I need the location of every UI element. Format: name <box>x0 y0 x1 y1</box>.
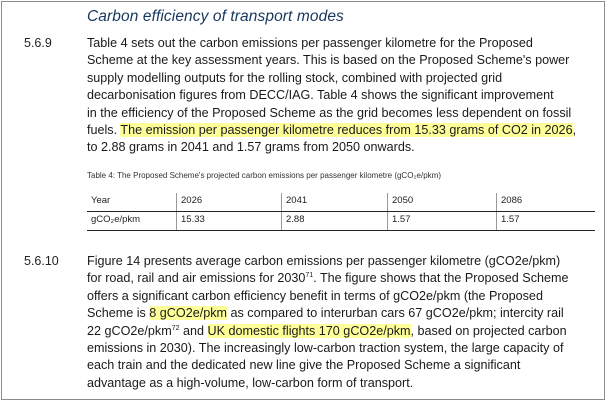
paragraph-line: Figure 14 presents average carbon emissions per passenger kilometre (gCO2e/pkm) <box>87 254 561 268</box>
highlighted-text: UK domestic flights 170 gCO2e/pkm <box>207 323 411 338</box>
text-run: for road, rail and air emissions for 2030 <box>87 271 306 286</box>
document-page <box>1 1 605 400</box>
text-run: Scheme is <box>87 306 150 321</box>
paragraph-number-5610: 5.6.10 <box>24 254 59 268</box>
table-cell: 15.33 <box>177 212 282 231</box>
paragraph-line: offers a significant carbon efficiency benefit in terms of gCO2e/pkm (the Proposed <box>87 288 543 303</box>
text-run: , based on projected carbon <box>410 323 567 338</box>
text-run: fuels. <box>87 123 121 138</box>
paragraph-number-569: 5.6.9 <box>24 36 52 50</box>
table-header-cell: Year <box>87 193 177 212</box>
table-header-cell: 2050 <box>388 193 497 212</box>
paragraph-line <box>87 122 599 139</box>
paragraph-5610 <box>87 253 599 392</box>
table-header-cell: 2041 <box>282 193 388 212</box>
paragraph-line: in the efficiency of the Proposed Scheme as the grid becomes less dependent on fossil <box>87 105 572 120</box>
footnote-ref: 71 <box>305 272 314 280</box>
table-header-cell: 2086 <box>497 193 596 212</box>
paragraph-line <box>87 305 599 322</box>
highlighted-text: 8 gCO2e/pkm <box>149 306 227 321</box>
text-run: as compared to interurban cars 67 gCO2e/pkm; intercity rail <box>227 306 564 321</box>
table-header-cell: 2026 <box>177 193 282 212</box>
paragraph-line: Table 4 sets out the carbon emissions per passenger kilometre for the Proposed <box>87 36 533 50</box>
section-heading: Carbon efficiency of transport modes <box>87 8 344 25</box>
text-run: and <box>179 323 208 338</box>
footnote-ref: 72 <box>171 324 180 332</box>
table-cell: gCO₂e/pkm <box>87 212 177 231</box>
table-row <box>87 212 595 231</box>
paragraph-line: emissions in 2030). The increasingly low-carbon traction system, the large capacity of <box>87 341 564 356</box>
table-header-row <box>87 193 595 212</box>
paragraph-line <box>87 270 599 287</box>
text-run: . The figure shows that the Proposed Scheme <box>313 271 569 286</box>
table-cell: 1.57 <box>497 212 596 231</box>
paragraph-line: supply modelling outputs for the rolling stock, combined with projected grid <box>87 70 503 85</box>
paragraph-line: decarbonisation figures from DECC/IAG. Table 4 shows the significant improvement <box>87 88 554 103</box>
table-cell: 2.88 <box>282 212 388 231</box>
emissions-table <box>87 193 595 231</box>
table-caption: Table 4: The Proposed Scheme's projected carbon emissions per passenger kilometre (gCO₂e/pkm) <box>87 171 441 180</box>
paragraph-line: Scheme at the key assessment years. This is based on the Proposed Scheme's power <box>87 53 570 68</box>
highlighted-text: The emission per passenger kilometre reduces from 15.33 grams of CO2 in 2026 <box>120 123 573 138</box>
paragraph-line: each train and the dedicated new line give the Proposed Scheme a significant <box>87 358 521 373</box>
paragraph-line: to 2.88 grams in 2041 and 1.57 grams from 2050 onwards. <box>87 140 415 155</box>
paragraph-line <box>87 323 599 340</box>
text-run: , <box>572 123 577 138</box>
text-run: 22 gCO2e/pkm <box>87 323 172 338</box>
paragraph-569 <box>87 35 599 157</box>
table-cell: 1.57 <box>388 212 497 231</box>
paragraph-line: advantage as a high-volume, low-carbon form of transport. <box>87 375 414 390</box>
